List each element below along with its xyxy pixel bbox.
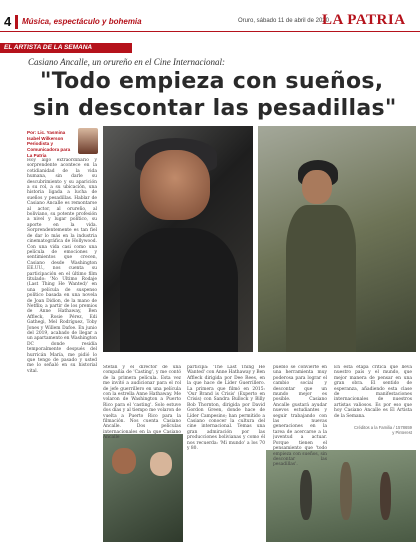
- section-kicker: [0, 43, 132, 53]
- dateline: Oruro, sábado 11 de abril de 2020: [238, 18, 329, 24]
- page-number-bar: [15, 15, 18, 29]
- portrait-shirt: [120, 228, 238, 352]
- body-text: pueblo se convierte en una herramienta muy poderosa para lograr el cambio social y descontar que un mundo mejor es posible. Casiano Ancalle gustará ayudar nuevos estudiantes y seguir trabajando con las nuevas generaciones en la tarea de acercarse a la juventud a actuar. Porque tienen el pensamiento que 'todo empieza con sueños, sin descontar las pesadillas'.: [273, 365, 327, 468]
- film-still-body: [286, 205, 356, 352]
- portrait-face: [140, 150, 210, 220]
- header-rule: [0, 31, 420, 32]
- photo-credit: Créditos a la Familia / 1578659 y Pinterest: [354, 425, 412, 435]
- kicker-label: EL ARTISTA DE LA SEMANA: [4, 44, 93, 51]
- article-subtitle: Casiano Ancalle, un orureño en el Cine Internacional:: [28, 57, 225, 67]
- group-scene-figure: [380, 472, 391, 520]
- body-column-4: [273, 365, 327, 525]
- headline-line-1: "Todo empieza con sueños,: [40, 69, 384, 94]
- body-text: Hoy algo extraordinario y sorprendente acontece en la cotidianidad de la vida humana, sin darle su descubrimiento y su aparición a su rol, a su ubicación, una historia ligada a lucha de sueños y pesadillas. Hablar de Casiano Ancalle es remontarse al actor, al orureño, al boliviano, su potente profesión a nivel y lugar político, su aporte en la vida. Sorprendentemente es tan fiel de dar lo más en la industria cinematográfica de Hollywood. Con una vida casi como una película de emociones y sentimientos que crecen, Casiano desde Washington EE.UU., nos cuenta su participación en el último film titulado: 'No Ultimo Rodaje (Last Thing He Wanted)' en una película de suspenso político basada en una novela de Joan Didion, de la mano de Netflix; a partir de los premios de Anne Hathaway, Ben Affleck, Rosie Pérez, Edi Gathegi, Mel Rodríguez, Toby Jones y Willem Dafoe. En junio del 2019, acabado de llegar a un apartamento en Washington DC donde residía temporalmente después del hurricán María, me pidió lo que tengo de pasado y usted me lo señaló en su historial vital.: [27, 158, 97, 374]
- headline-line-2: sin descontar las pesadillas": [33, 96, 397, 121]
- group-scene-figure: [340, 462, 352, 520]
- section-title: Música, espectáculo y bohemia: [22, 17, 142, 26]
- newspaper-logo: LA PATRIA: [322, 12, 406, 28]
- byline: Por: Lic. Yasmina Isabel Wilkerson Periodista y Comunicadora para La Patria: [27, 130, 71, 158]
- body-column-1: [27, 158, 97, 523]
- page-number: 4: [4, 14, 12, 29]
- body-text: Stefan y el director de una compañía de 'Casting', y me contó de la primera película. Esta vez me invitó a audicionar para el rol de jefe guerrillero en una película con la estrella Anne Hathaway. Me volaron de Washington a Puerto Rico para el 'casting'. Solo estuve dos días y al tiempo me volaron de vuelta a Puerto Rico para la filmación. Nos cuenta Casiano Ancalle. Dos películas internacionales en la que Casiano Ancalle: [103, 365, 181, 441]
- body-column-3: [187, 365, 265, 465]
- author-photo: [78, 128, 98, 154]
- body-column-2: [103, 365, 181, 525]
- body-text: En esta etapa crítica que lleva nuestro país y el mundo, que mejor manera de pensar en una gran obra. El sentido de esperanza, añadiendo esta clase de manifestaciones internacionales de nuestros artistas valiosos. Es por eso que hoy Casiano Ancalle es El Artista de la Semana.: [334, 365, 412, 419]
- film-still-face: [302, 170, 332, 204]
- body-text: participa: 'The Last Thing He Wanted' con Anne Hathaway y Ben Affleck dirigida por Dee Rees, en la que hace de Líder Guerrillero. La primera que filmó en 2015: 'Our Brand is Crisis' (Experto en Crisis) con Sandra Bullock y Billy Bob Thornton, dirigida por David Gordon Green, donde hace de Líder Campesino; han permitido a Casiano conocer la cultura del cine internacional. Temas una gran admiración por las producciones bolivianas y como él nos recuerda: 'Mi mundo' a los 70 y 80.: [187, 365, 265, 452]
